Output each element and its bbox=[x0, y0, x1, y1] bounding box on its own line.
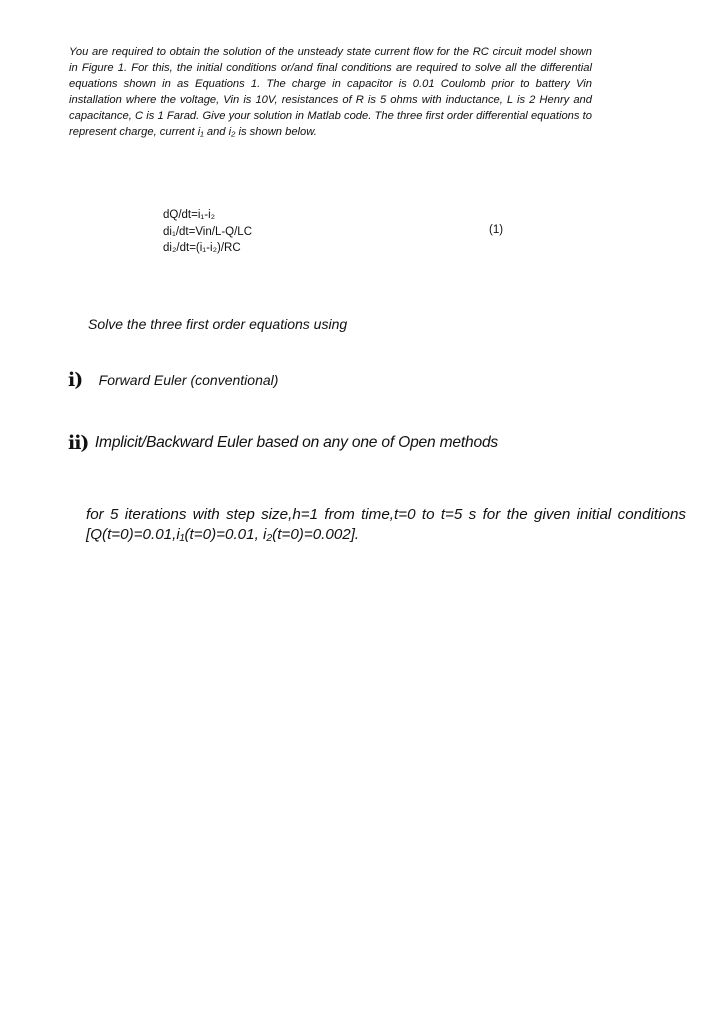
problem-intro: You are required to obtain the solution of the unsteady state current flow for the RC circuit model shown in Figure 1. For this, the initial conditions or/and final conditions are required to solve all the differential equations shown in as Equations 1. The charge in capacitor is 0.01 Coulomb prior to battery Vin installation where the voltage, Vin is 10V, resistances of R is 5 ohms with inductance, L is 2 Henry and capacitance, C is 1 Farad. Give your solution in Matlab code. The three first order differential equations to represent charge, current i₁ and i₂ is shown below. bbox=[69, 46, 592, 138]
method-marker-ii: ii) bbox=[68, 432, 89, 454]
method-forward-euler bbox=[68, 369, 278, 395]
method-label-backward-euler: Implicit/Backward Euler based on any one of Open methods bbox=[94, 434, 499, 451]
equation-number: (1) bbox=[489, 224, 504, 236]
iteration-conditions: for 5 iterations with step size,h=1 from time,t=0 to t=5 s for the given initial conditions [Q(t=0)=0.01,i₁(t=0)=0.01, i₂(t=0)=0.002]. bbox=[86, 506, 686, 543]
equation-current-2: di₂/dt=(i₁-i₂)/RC bbox=[163, 242, 241, 254]
equation-current-1: di₁/dt=Vin/L-Q/LC bbox=[163, 225, 253, 238]
equation-block bbox=[163, 207, 513, 257]
method-marker-i: i) bbox=[68, 369, 83, 391]
method-label-forward-euler: Forward Euler (conventional) bbox=[98, 372, 279, 388]
method-backward-euler bbox=[68, 432, 498, 458]
solve-instruction: Solve the three first order equations using bbox=[88, 316, 348, 332]
equation-charge: dQ/dt=i₁-i₂ bbox=[163, 209, 216, 221]
